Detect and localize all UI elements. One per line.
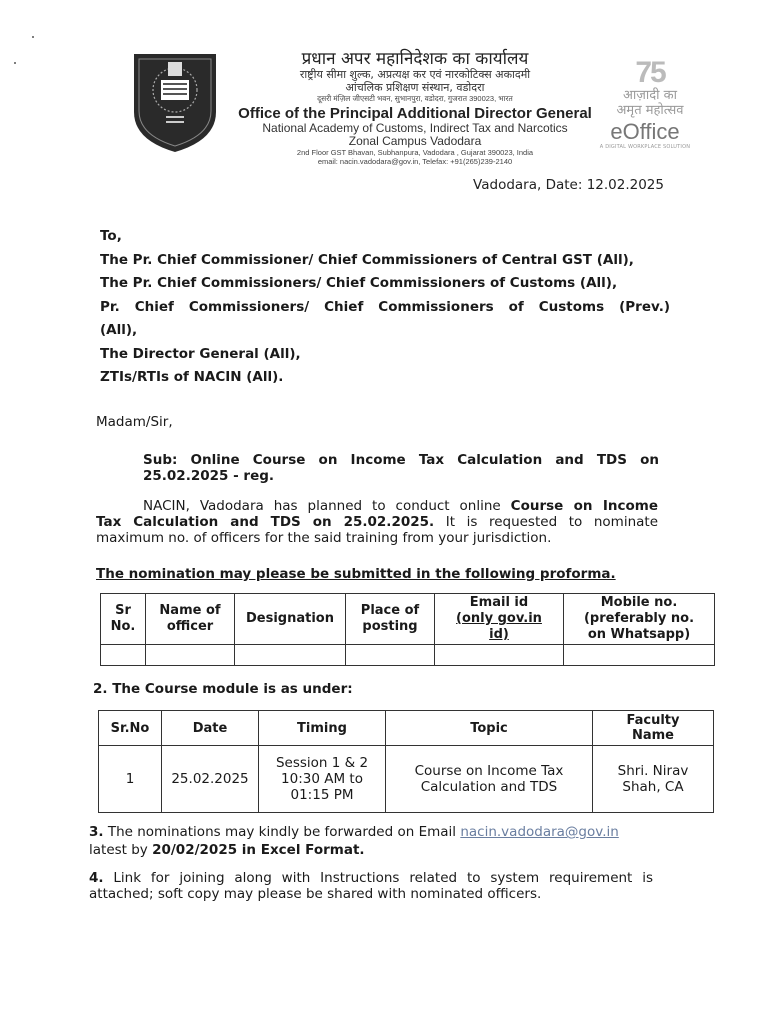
subject-line-1: Sub: Online Course on Income Tax Calculation and TDS on [143, 452, 659, 468]
scan-speck [32, 36, 34, 38]
proforma-empty-row [101, 645, 715, 666]
p1-text-d: It is requested to nominate [434, 514, 658, 530]
paragraph-3-line-2 [89, 841, 659, 859]
salutation: Madam/Sir, [96, 414, 173, 430]
eoffice-tagline: A DIGITAL WORKPLACE SOLUTION [599, 144, 691, 150]
scan-speck [14, 62, 16, 64]
addressee-1: The Pr. Chief Commissioner/ Chief Commissioners of Central GST (All), [100, 251, 634, 268]
module-timing: Session 1 & 2 10:30 AM to 01:15 PM [259, 746, 386, 813]
paragraph-1-line-1 [96, 498, 658, 514]
cell [435, 645, 564, 666]
module-row [99, 746, 714, 813]
p1-text-b: Course on Income [510, 498, 659, 514]
col-mobile-no: Mobile no. (preferably no. on Whatsapp) [564, 594, 715, 645]
hindi-office-title: प्रधान अपर महानिदेशक का कार्यालय [301, 49, 529, 69]
azadi-hindi-1: आज़ादी का [622, 88, 678, 103]
col-name-of-officer: Name of officer [146, 594, 235, 645]
hindi-academy-name: राष्ट्रीय सीमा शुल्क, अप्रत्यक्ष कर एवं नारकोटिक्स अकादमी [299, 68, 531, 81]
proforma-heading: The nomination may please be submitted in the following proforma. [96, 566, 616, 582]
cell [146, 645, 235, 666]
office-address: 2nd Floor GST Bhavan, Subhanpura, Vadodara , Gujarat 390023, India [296, 148, 534, 157]
cell [564, 645, 715, 666]
col-designation: Designation [235, 594, 346, 645]
p4-number: 4. [89, 870, 104, 886]
nacin-emblem-icon [130, 50, 220, 154]
campus-name: Zonal Campus Vadodara [348, 134, 482, 148]
paragraph-1-line-3: maximum no. of officers for the said training from your jurisdiction. [96, 530, 552, 546]
paragraph-4-line-1 [89, 870, 653, 886]
p3-number: 3. [89, 824, 104, 840]
azadi-hindi-2: अमृत महोत्सव [616, 103, 684, 118]
cell [235, 645, 346, 666]
cell [346, 645, 435, 666]
eoffice-logo [590, 120, 700, 150]
proforma-table [100, 593, 715, 666]
azadi-amrit-mahotsav-logo [600, 58, 700, 118]
addressee-3-cont: (All), [100, 322, 138, 338]
col-email-id: Email id (only gov.in id) [435, 594, 564, 645]
paragraph-1 [96, 498, 658, 546]
col-timing: Timing [259, 711, 386, 746]
col-date: Date [162, 711, 259, 746]
module-header-row [99, 711, 714, 746]
subject-line-2: 25.02.2025 - reg. [143, 468, 275, 484]
subject-line [143, 452, 659, 484]
module-topic: Course on Income Tax Calculation and TDS [386, 746, 593, 813]
module-heading: 2. The Course module is as under: [93, 681, 353, 697]
col-topic: Topic [386, 711, 593, 746]
module-faculty: Shri. Nirav Shah, CA [593, 746, 714, 813]
azadi-75: 75 [635, 56, 665, 89]
emblem-svg [130, 50, 220, 154]
paragraph-3 [89, 823, 659, 859]
addressee-4: The Director General (All), [100, 345, 301, 362]
paragraph-4-line-2: attached; soft copy may please be shared with nominated officers. [89, 886, 542, 902]
p1-text-a: NACIN, Vadodara has planned to conduct online [143, 498, 511, 514]
paragraph-3-line-1 [89, 823, 659, 841]
col-faculty-name: Faculty Name [593, 711, 714, 746]
paragraph-4 [89, 870, 653, 902]
paragraph-1-line-2 [96, 514, 658, 530]
addressee-3: Pr. Chief Commissioners/ Chief Commissioners of Customs (Prev.) [100, 298, 670, 315]
cell [101, 645, 146, 666]
p3-text-b: latest by [89, 842, 153, 858]
letterhead [230, 50, 600, 166]
module-sr: 1 [99, 746, 162, 813]
eoffice-wordmark: eOffice [610, 119, 680, 144]
col-place-of-posting: Place of posting [346, 594, 435, 645]
letter-date: Vadodara, Date: 12.02.2025 [473, 177, 664, 193]
hindi-campus-name: आंचलिक प्रशिक्षण संस्थान, वडोदरा [345, 81, 485, 94]
nacin-email-link[interactable]: nacin.vadodara@gov.in [460, 824, 619, 840]
p3-deadline: 20/02/2025 in Excel Format. [152, 842, 365, 858]
to-line: To, [100, 228, 122, 244]
p1-text-c: Tax Calculation and TDS on 25.02.2025. [96, 514, 435, 530]
p3-text-a: The nominations may kindly be forwarded on Email [103, 824, 461, 840]
p4-text-a: Link for joining along with Instructions related to system requirement is [103, 870, 653, 886]
hindi-address: दूसरी मंज़िल जीएसटी भवन, सुभानपुरा, वडोदरा, गुजरात 390023, भारत [317, 94, 513, 103]
course-module-table [98, 710, 714, 813]
addressee-block [100, 225, 670, 390]
office-title: Office of the Principal Additional Director General [238, 105, 592, 122]
col-sr-no: Sr.No [99, 711, 162, 746]
office-contact: email: nacin.vadodara@gov.in, Telefax: +91(265)239-2140 [317, 157, 513, 166]
module-date: 25.02.2025 [162, 746, 259, 813]
addressee-5: ZTIs/RTIs of NACIN (All). [100, 369, 284, 385]
col-sr-no: Sr No. [101, 594, 146, 645]
academy-name: National Academy of Customs, Indirect Tax and Narcotics [262, 121, 568, 135]
addressee-2: The Pr. Chief Commissioners/ Chief Commissioners of Customs (All), [100, 275, 618, 291]
proforma-header-row [101, 594, 715, 645]
